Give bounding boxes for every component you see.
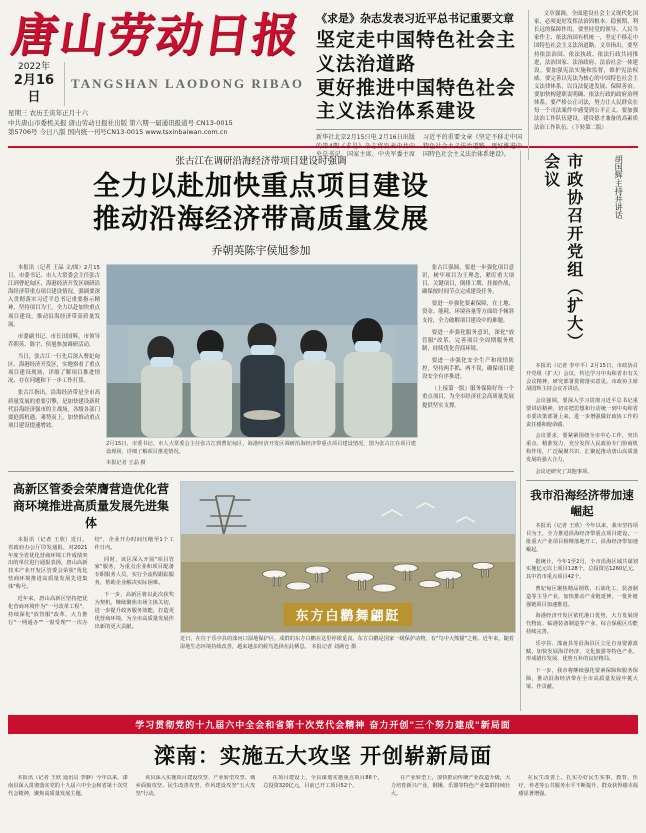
section-divider [8,471,514,472]
section-two-body [8,537,174,632]
masthead-meta [8,109,308,138]
section-two-headline: 高新区管委会荣膺营造优化营商环境推进高质量发展先进集体 [12,482,169,530]
paragraph: 乐亭县、滦南县等沿海县区立足自身资源禀赋，加快发展海洋经济、文化旅游等特色产业，形成错位发展、优势互补的良好格局。 [526,640,638,663]
rail-second-headline: 我市沿海经济带加速崛起 [530,488,634,519]
section-two-story [8,481,174,652]
lead-story-kicker: 张古江在调研沿海经济带项目建设时强调 [175,156,347,167]
lead-story-caption: 2月15日，市委书记、市人大常委会主任张古江到曹妃甸区、海港经济开发区调研沿海经济带重点项目建设情况。图为张古江在项目建设现场，详细了解项目推进情况。 [106,440,416,455]
paragraph: 下一步，高新区将以此次获奖为契机，继续聚焦市场主体关切，进一步提升政务服务效能，打造更优营商环境，为全市高质量发展作出新的更大贡献。 [94,592,174,631]
bottom-story-body [8,775,638,827]
paragraph: 要进一步强化服务意识，深化"放管服"改革，完善项目全周期服务机制，持续优化营商环境。 [422,329,514,352]
rail-vertical-wrap [526,151,638,363]
body-grid [8,151,638,711]
paragraph: 要进一步强化要素保障，在土地、资金、能耗、环境容量等方面给予倾斜支持，全力破解项目建设中的难题。 [422,301,514,324]
bottom-story-title: 滦南：实施五大攻坚 开创崭新局面 [153,743,493,768]
paragraph: 会议强调，要深入学习贯彻习近平总书记重要讲话精神，切实把思想和行动统一到中央和省市委决策部署上来，进一步增强做好政协工作的责任感和使命感。 [526,398,638,428]
top-banner-story [316,6,638,160]
top-banner-line2: 更好推进中国特色社会主义法治体系建设 [316,76,517,123]
paragraph: 市委副书记、市长田国辉，市领导乔朝英、陈宇、侯旭参加调研活动。 [8,333,100,348]
divider [316,129,522,130]
top-banner-lead: 新华社北京2月15日电 2月16日出版的第4期《求是》杂志将发表中共中央总书记、国家主席、中央军委主席习近平的重要文章《坚定不移走中国特色社会主义法治道路，更好推进中国特色社会主义法治体系建设》。 [316,134,522,159]
masthead-meta-line3: 第5706号 今日八版 国内统一刊号CN13-0015 www.tsxinbaiwan.com.cn [8,128,228,137]
paragraph: 下一步，我市将继续强化要素保障和服务保障，推动沿海经济带在全市高质量发展中挑大梁、作贡献。 [526,668,638,690]
main-column [8,151,514,711]
lead-story-right-column [422,264,514,468]
masthead-meta-line1: 星期三 农历壬寅年正月十六 [8,108,89,117]
newspaper-pinyin: TANGSHAN LAODONG RIBAO [71,75,305,91]
lead-story-photo-credit: 本报记者 王晶 摄 [106,460,146,467]
paragraph: 在产业转型上，加快推动传统产业改造升级，大力培育新兴产业，钢锹、乐器等特色产业集群持续壮大。 [390,775,511,797]
lead-story-title-line1: 全力以赴加快重点项目建设 [93,171,429,202]
rail-vertical-title: 市政协召开党组（扩大）会议 [541,153,584,351]
paragraph: 会议还研究了其他事项。 [535,468,593,475]
publication-date [8,62,65,106]
paragraph: 在项目建设上，全县谋划实施重点项目86个，总投资320亿元，目前已开工项目52个。 [263,775,383,789]
paragraph: （上接第一版）服务保障好每一个重点项目，为全市经济社会高质量发展提供坚实支撑。 [422,386,514,409]
lead-story-left-column [8,264,100,468]
bird-photo-caption: 近日，在位于乐亭县的滦河口湿地保护区，成群的东方白鹳在这里停歇觅食。东方白鹳是国家一级保护动物，有"鸟中大熊猫"之称。近年来，随着湿地生态环境持续改善，越来越多的候鸟选择在此栖息。 本报记者 刘满仓 摄 [180,636,514,651]
bird-photo-banner: 东方白鹳舞翩跹 [283,603,412,626]
top-banner-line1: 坚定走中国特色社会主义法治道路 [316,29,517,75]
date-day: 2月16日 [13,73,55,105]
paragraph: 要进一步强化安全生产和疫情防控，坚持两手抓、两不误，确保项目建设安全有序推进。 [422,357,514,381]
bird-photo [180,481,516,633]
paragraph: 张古江指出，沿海经济带是全市高质量发展的重要引擎，是加快建设新时代沿海经济强市的主战场。各级各部门要抢抓机遇、乘势而上，加快推动重点项目建设提速增效。 [8,390,100,429]
paragraph: 在民生改善上，扎实办好民生实事，教育、医疗、养老等公共服务水平不断提升，群众获得感幸福感显著增强。 [518,775,638,797]
lead-story-byline: 乔朝英陈宇侯旭参加 [211,243,311,257]
masthead-logo-block [8,6,308,138]
paragraph: 本报讯（记者 王欣）近日，省政府办公厅印发通报，对2021年度全省优化营商环境工作成绩突出的单位进行通报表扬，唐山高新技术产业开发区管委会荣获"优化营商环境推进高质量发展先进集体"称号。 [8,536,88,591]
top-banner-body-text: 文章强调，全面建设社会主义现代化国家，必须更好发挥法治固根本、稳预期、利长远的保障作用。要坚持党的领导、人民当家作主、依法治国有机统一，坚定不移走中国特色社会主义法治道路。文章指出，要坚持依法治国、依法执政、依法行政共同推进，法治国家、法治政府、法治社会一体建设。要加强宪法实施和监督，维护宪法权威。要完善以宪法为核心的中国特色社会主义法律体系，以良法促进发展、保障善治。要加快构建职责明确、依法行政的政府治理体系。要严格公正司法，努力让人民群众在每一个司法案件中感受到公平正义。要加强法治工作队伍建设，建设德才兼备的高素质法治工作队伍。（下转第二版） [534,11,638,131]
newspaper-title: 唐山劳动日报 [8,8,304,62]
rail-vertical-subtitle: 胡国辉主持并讲话 [614,155,624,219]
paragraph: 本报讯（记者 王欣）今年以来，我市坚持项目为王，全力推进沿海经济带重点项目建设，一批重大产业项目相继落地开工，沿海经济带加速崛起。 [526,523,638,553]
section-two-photo-block [180,481,514,652]
top-banner-body [528,10,638,160]
rail-divider [526,480,638,481]
rail-second-body [526,523,638,691]
paragraph: 据统计，今年1至2月，全市沿海区域共谋划实施亿元以上项目128个，总投资达1260亿元，其中省市重点项目42个。 [526,558,638,581]
date-year: 2022年 [18,62,50,72]
paragraph: 近年来，唐山高新区坚持把优化营商环境作为"一号改革工程"，持续深化"放管服"改革，大力推行"一网通办""一窗受理""一次办结"，企业开办时间压缩至1个工作日内。 [8,536,174,627]
masthead [8,6,638,159]
campaign-strip: 学习贯彻党的十九届六中全会和省第十次党代会精神 奋力开创"三个努力建成"新局面 [8,715,638,734]
section-two [8,481,514,652]
lead-story-title-line2: 推动沿海经济带高质量发展 [93,203,429,235]
paragraph: 曹妃甸区聚焦精品钢铁、石油化工、装备制造等主导产业，加快推动产业链延伸，一批补链强链项目加速推进。 [526,585,638,608]
photo-illustration [107,265,417,437]
paragraph: 同时，该区深入开展"项目管家"服务，为重点企业和项目配备专职服务人员，实行全流程跟踪服务，帮助企业解决实际困难。 [94,556,174,587]
paragraph: 会议要求，要紧紧围绕全市中心工作，突出重点、精准发力，充分发挥人民政协专门协商机构作用，广泛凝聚共识，汇聚起推动唐山高质量发展的强大合力。 [526,433,638,463]
paragraph: 当日，张古江一行先后深入曹妃甸区、海港经济开发区，实地察看了重点项目建设现场，详细了解项目推进情况、存在问题和下一步工作打算。 [8,353,100,385]
right-rail [520,151,638,711]
top-banner-kicker: 《求是》杂志发表习近平总书记重要文章 [316,12,514,25]
paragraph: 该县深入实施项目建设攻坚、产业转型攻坚、城乡面貌攻坚、民生改善攻坚、作风建设攻坚"五大攻坚"行动。 [135,775,256,797]
paragraph: 本报讯（记者 李中平）2月15日，市政协召开党组（扩大）会议，传达学习中央和省市有关会议精神，研究部署贯彻落实意见。市政协主席胡国辉主持会议并讲话。 [526,363,638,393]
paragraph: 海港经济开发区依托港口优势，大力发展现代物流、临港装备制造等产业，综合保税区功能持续完善。 [526,613,638,635]
masthead-meta-line2: 中共唐山市委机关报 唐山劳动日报社出版 第六期一届通讯报道号 CN13-0015 [8,118,233,127]
paragraph: 本报讯（记者 王晶 文/图）2月15日，市委书记、市人大常委会主任张古江到曹妃甸区、海港经济开发区调研沿海经济带重点项目建设情况，强调要深入贯彻落实习近平总书记重要指示精神，坚持项目为王，全力以赴加快重点项目建设，推动沿海经济带高质量发展。 [8,264,100,328]
lead-story-columns [8,264,514,468]
lead-story-photo [106,264,418,438]
paragraph: 张古江强调，要进一步强化项目意识，树牢项目为王理念，紧盯重大项目、关键项目，倒排工期、挂图作战，确保按时间节点完成建设任务。 [422,264,514,296]
masthead-subline [8,62,308,106]
rail-top-body [526,363,638,476]
paragraph: 本报讯（记者 王欣 通讯员 李静）今年以来，滦南县深入贯彻落实党的十九届六中全会和省第十次党代会精神，聚焦高质量发展主题。 [8,775,128,797]
lead-story-photo-block [106,264,416,468]
